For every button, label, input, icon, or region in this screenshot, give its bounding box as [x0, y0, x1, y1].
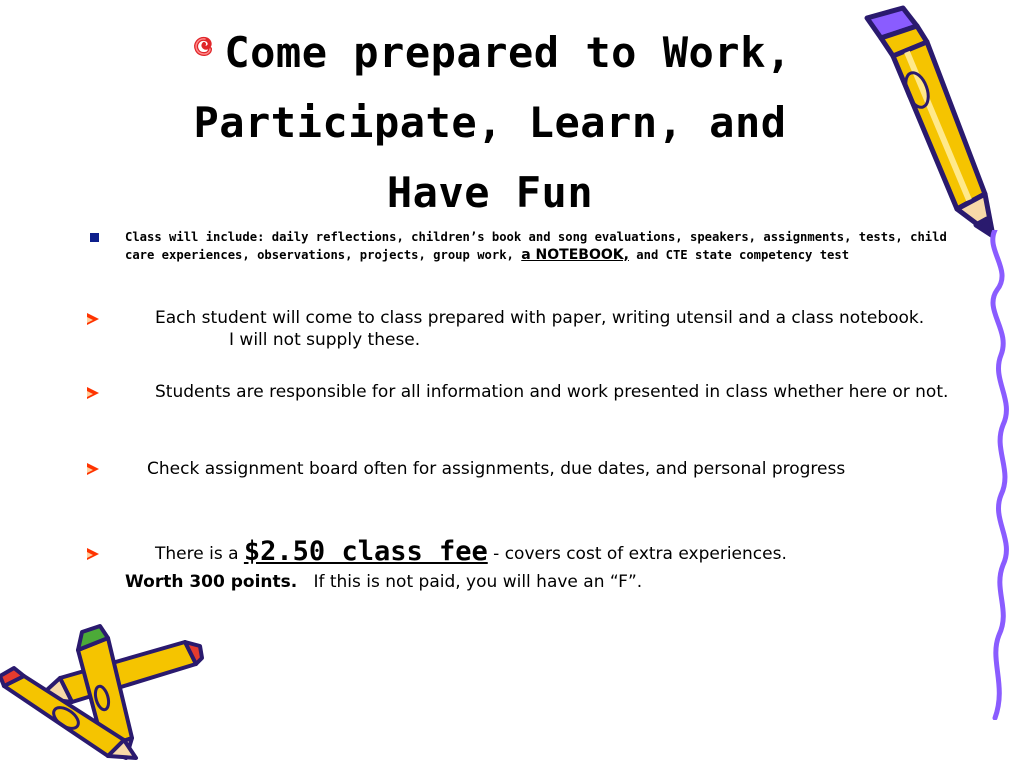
- fee-points: Worth 300 points.: [125, 572, 298, 592]
- title-line-1: Come prepared to Work,: [224, 28, 792, 77]
- arrow-bullet-icon: [87, 463, 99, 475]
- fee-suffix: - covers cost of extra experiences.: [493, 544, 787, 564]
- page-title: [95, 18, 885, 228]
- title-line-3: Have Fun: [386, 168, 594, 217]
- swirl-icon: [188, 31, 218, 61]
- class-includes-text: [125, 229, 965, 264]
- class-fee-amount: $2.50 class fee: [243, 536, 488, 567]
- pencils-icon: [0, 620, 205, 760]
- bullet-supplies: [125, 307, 955, 351]
- fee-prefix: There is a: [155, 544, 239, 564]
- bullet-supplies-note: I will not supply these.: [229, 330, 421, 350]
- class-includes-after: and CTE state competency test: [636, 247, 850, 262]
- square-bullet-icon: [90, 233, 99, 242]
- notebook-emphasis: a NOTEBOOK,: [521, 246, 629, 263]
- arrow-bullet-icon: [87, 548, 99, 560]
- arrow-bullet-icon: [87, 387, 99, 399]
- bullet-assignment-board: [125, 458, 955, 480]
- bullet-assignment-board-text: Check assignment board often for assignments, due dates, and personal progress: [147, 459, 846, 479]
- bullet-responsible: [125, 381, 955, 403]
- arrow-bullet-icon: [87, 313, 99, 325]
- fee-warning: If this is not paid, you will have an “F”.: [313, 572, 643, 592]
- bullet-responsible-text: Students are responsible for all information and work presented in class whether here or not.: [155, 382, 949, 402]
- bullet-class-fee: [125, 538, 955, 596]
- class-includes-before: Class will include: daily reflections, children’s book and song evaluations, speakers, assignments, tests, child care experiences, observations, projects, group work,: [125, 230, 947, 262]
- squiggle-line: [955, 230, 1024, 720]
- title-line-2: Participate, Learn, and: [193, 98, 787, 147]
- bullet-supplies-text: Each student will come to class prepared with paper, writing utensil and a class notebook.: [155, 308, 925, 328]
- pencil-icon: [855, 4, 1000, 240]
